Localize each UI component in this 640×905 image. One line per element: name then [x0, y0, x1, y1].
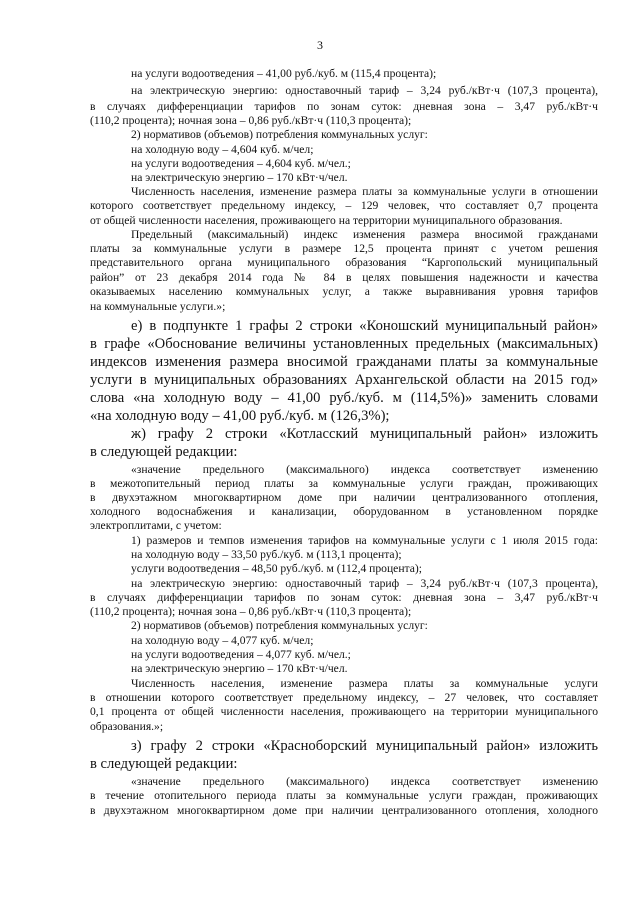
- text-line: которого соответствует предельному индексу, – 129 человек, что составляет 0,7 процента: [90, 199, 598, 212]
- text-line: в случаях дифференциации тарифов по зонам суток: дневная зона – 3,47 руб./кВт·ч: [90, 100, 598, 113]
- text-line: Предельный (максимальный) индекс изменения размера вносимой гражданами: [131, 228, 598, 241]
- text-line: (110,2 процента); ночная зона – 0,86 руб./кВт·ч (110,3 процента);: [90, 605, 412, 618]
- text-line: на коммунальные услуги.»;: [90, 300, 226, 313]
- text-line: «значение предельного (максимального) индекса соответствует изменению: [131, 775, 598, 788]
- text-line: оказываемых населению коммунальных услуг, а также выравнивания уровня тарифов: [90, 285, 598, 298]
- text-line: в двухэтажном многоквартирном доме при наличии централизованного отопления,: [90, 491, 598, 504]
- text-line: Численность населения, изменение размера платы за коммунальные услуги в отношении: [131, 185, 598, 198]
- text-line: индексов изменения размера вносимой гражданами платы за коммунальные: [90, 354, 598, 370]
- text-line: «значение предельного (максимального) индекса соответствует изменению: [131, 463, 598, 476]
- text-line: холодного водоснабжения и канализации, оборудованном в установленном порядке: [90, 505, 598, 518]
- text-line: на холодную воду – 33,50 руб./куб. м (113,1 процента);: [131, 548, 402, 561]
- text-line: услуги водоотведения – 48,50 руб./куб. м (112,4 процента);: [131, 562, 422, 575]
- text-line: на услуги водоотведения – 41,00 руб./куб. м (115,4 процента);: [131, 67, 437, 80]
- text-line: на электрическую энергию – 170 кВт·ч/чел.: [131, 171, 348, 184]
- text-line: е) в подпункте 1 графы 2 строки «Коношский муниципальный район»: [131, 318, 598, 334]
- text-line: в течение отопительного периода платы за коммунальные услуги граждан, проживающих: [90, 789, 598, 802]
- text-line: на услуги водоотведения – 4,604 куб. м/чел.;: [131, 157, 351, 170]
- text-line: з) графу 2 строки «Красноборский муниципальный район» изложить: [131, 738, 598, 754]
- text-line: образования.»;: [90, 720, 164, 733]
- text-line: в межотопительный период платы за коммунальные услуги граждан, проживающих: [90, 477, 598, 490]
- text-line: в двухэтажном многоквартирном доме при наличии централизованного отопления, холодного: [90, 804, 598, 817]
- text-line: от общей численности населения, проживающего на территории муниципального образования.: [90, 214, 563, 227]
- text-line: слова «на холодную воду – 41,00 руб./куб. м (114,5%)» заменить словами: [90, 390, 598, 406]
- text-line: 1) размеров и темпов изменения тарифов на коммунальные услуги с 1 июля 2015 года:: [131, 534, 598, 547]
- text-line: на электрическую энергию: одноставочный тариф – 3,24 руб./кВт·ч (107,3 процента),: [131, 84, 598, 97]
- text-line: «на холодную воду – 41,00 руб./куб. м (126,3%);: [90, 408, 390, 424]
- text-line: 0,1 процента от общей численности населения, проживающего на территории муниципального: [90, 705, 598, 718]
- text-line: на холодную воду – 4,604 куб. м/чел;: [131, 143, 314, 156]
- text-line: в отношении которого соответствует предельному индексу, – 27 человек, что составляет: [90, 691, 598, 704]
- text-line: на электрическую энергию: одноставочный тариф – 3,24 руб./кВт·ч (107,3 процента),: [131, 577, 598, 590]
- text-line: на электрическую энергию – 170 кВт·ч/чел.: [131, 662, 348, 675]
- text-line: в следующей редакции:: [90, 444, 238, 460]
- text-line: в случаях дифференциации тарифов по зонам суток: дневная зона – 3,47 руб./кВт·ч: [90, 591, 598, 604]
- text-line: в графе «Обоснование величины установленных предельных (максимальных): [90, 336, 598, 352]
- text-line: услуги в муниципальных образованиях Архангельской области на 2015 год»: [90, 372, 598, 388]
- text-line: 2) нормативов (объемов) потребления коммунальных услуг:: [131, 619, 428, 632]
- text-line: на холодную воду – 4,077 куб. м/чел;: [131, 634, 314, 647]
- text-line: 2) нормативов (объемов) потребления коммунальных услуг:: [131, 128, 428, 141]
- text-line: на услуги водоотведения – 4,077 куб. м/чел.;: [131, 648, 351, 661]
- text-line: представительного органа муниципального образования “Каргопольский муниципальный: [90, 256, 598, 269]
- text-line: платы за коммунальные услуги в размере 12,5 процента принят с учетом решения: [90, 242, 598, 255]
- text-line: в следующей редакции:: [90, 756, 238, 772]
- text-line: (110,2 процента); ночная зона – 0,86 руб./кВт·ч (110,3 процента);: [90, 114, 412, 127]
- page-number: 3: [317, 38, 323, 52]
- text-line: район” от 23 декабря 2014 года № 84 в целях повышения надежности и качества: [90, 271, 598, 284]
- text-line: электроплитами, с учетом:: [90, 519, 222, 532]
- text-line: Численность населения, изменение размера платы за коммунальные услуги: [131, 677, 598, 690]
- text-line: ж) графу 2 строки «Котласский муниципальный район» изложить: [131, 426, 598, 442]
